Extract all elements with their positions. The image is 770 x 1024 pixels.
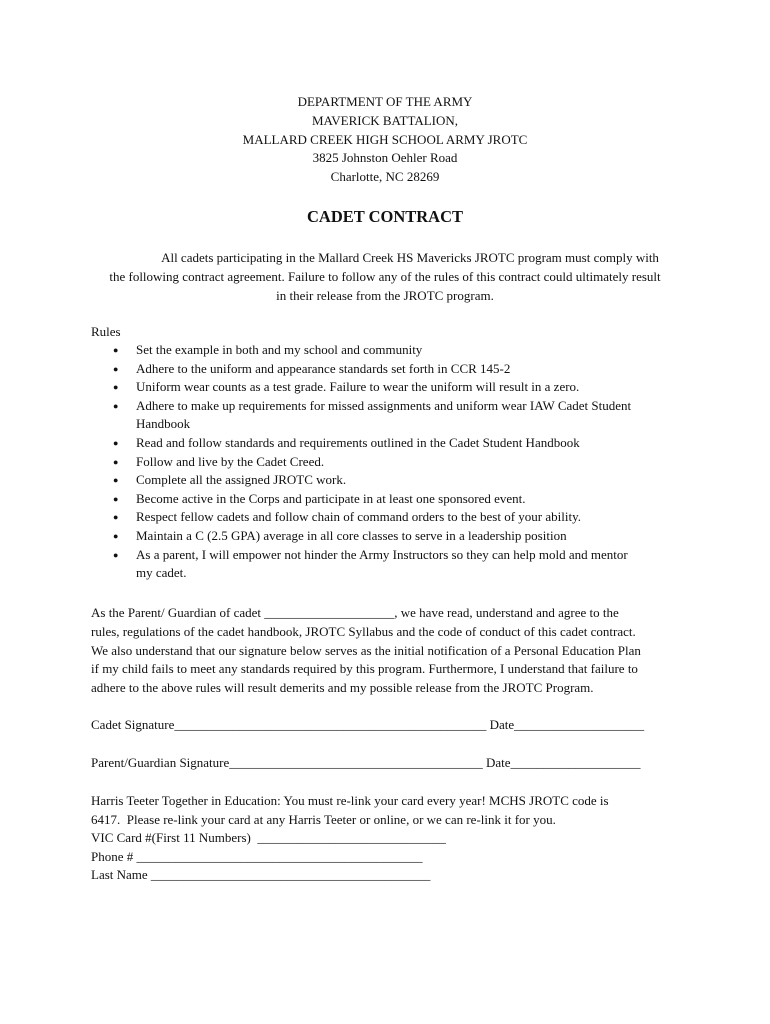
bullet-icon: ● <box>113 493 119 504</box>
letterhead-street: 3825 Johnston Oehler Road <box>312 150 458 166</box>
phone-field: Phone # ____________________________________________ <box>91 848 423 864</box>
rule-item <box>91 508 681 527</box>
rules-list <box>91 341 681 583</box>
rule-item <box>91 360 681 379</box>
rule-item <box>91 527 681 546</box>
rule-item <box>91 434 681 453</box>
rules-heading: Rules <box>91 324 121 339</box>
rule-text: Set the example in both and my school and community <box>136 342 423 357</box>
rule-item <box>91 490 681 509</box>
rule-item <box>91 471 681 490</box>
agreement-line: As the Parent/ Guardian of cadet ____________________, we have read, understand and agree to the <box>91 605 619 620</box>
letterhead-department: DEPARTMENT OF THE ARMY <box>297 94 473 109</box>
last-name-field: Last Name ___________________________________________ <box>91 867 431 883</box>
teeter-line: Harris Teeter Together in Education: You must re-link your card every year! MCHS JROTC code is <box>91 793 609 808</box>
rule-text: Uniform wear counts as a test grade. Failure to wear the uniform will result in a zero. <box>136 379 580 395</box>
bullet-icon: ● <box>113 345 119 355</box>
intro-line: the following contract agreement. Failure to follow any of the rules of this contract could ultimately result <box>109 269 661 284</box>
agreement-line: if my child fails to meet any standards required by this program. Furthermore, I understand that failure to <box>91 661 638 677</box>
rule-item <box>91 378 681 397</box>
rule-item <box>91 453 681 472</box>
bullet-icon: ● <box>113 437 119 448</box>
rule-text: Become active in the Corps and participate in at least one sponsored event. <box>136 490 526 506</box>
rule-item <box>91 546 681 583</box>
vic-card-field: VIC Card #(First 11 Numbers) _____________________________ <box>91 830 446 846</box>
letterhead <box>0 93 770 187</box>
rule-text: Handbook <box>136 416 191 432</box>
rule-item <box>91 397 681 434</box>
rule-text: Adhere to make up requirements for missed assignments and uniform wear IAW Cadet Student <box>136 397 632 413</box>
agreement-line: We also understand that our signature below serves as the initial notification of a Personal Education Plan <box>91 642 641 658</box>
rule-text: Follow and live by the Cadet Creed. <box>136 453 325 469</box>
bullet-icon: ● <box>113 475 119 486</box>
bullet-icon: ● <box>113 530 119 541</box>
agreement-paragraph <box>91 604 691 698</box>
letterhead-school: MALLARD CREEK HIGH SCHOOL ARMY JROTC <box>242 131 528 147</box>
parent-signature-line: Parent/Guardian Signature_______________________________________ Date____________________ <box>91 755 641 770</box>
agreement-line: rules, regulations of the cadet handbook, JROTC Syllabus and the code of conduct of this cadet contract. <box>91 623 636 639</box>
teeter-line: 6417. Please re-link your card at any Harris Teeter or online, or we can re-link it for you. <box>91 811 556 827</box>
harris-teeter-section <box>91 792 691 885</box>
bullet-icon: ● <box>113 549 119 560</box>
intro-paragraph <box>90 248 680 305</box>
bullet-icon: ● <box>113 363 119 374</box>
agreement-line: adhere to the above rules will result demerits and my possible release from the JROTC Program. <box>91 680 594 696</box>
rule-text: As a parent, I will empower not hinder the Army Instructors so they can help mold and mentor <box>136 546 628 562</box>
intro-line-text: All cadets participating in the Mallard Creek HS Mavericks JROTC program must comply with <box>161 250 659 265</box>
rule-text: my cadet. <box>136 565 187 581</box>
bullet-icon: ● <box>113 400 119 411</box>
intro-line <box>90 248 680 267</box>
letterhead-city: Charlotte, NC 28269 <box>330 169 440 185</box>
intro-line: in their release from the JROTC program. <box>276 288 494 303</box>
rule-text: Maintain a C (2.5 GPA) average in all core classes to serve in a leadership position <box>136 527 567 543</box>
rule-text: Respect fellow cadets and follow chain of command orders to the best of your ability. <box>136 509 582 525</box>
rule-text: Read and follow standards and requirements outlined in the Cadet Student Handbook <box>136 434 580 450</box>
bullet-icon: ● <box>113 382 119 393</box>
cadet-signature-line: Cadet Signature________________________________________________ Date____________________ <box>91 717 645 732</box>
rules-section <box>91 322 681 583</box>
rule-item <box>91 341 681 360</box>
rule-text: Complete all the assigned JROTC work. <box>136 472 347 488</box>
letterhead-battalion: MAVERICK BATTALION, <box>311 112 459 128</box>
bullet-icon: ● <box>113 456 119 467</box>
rule-text: Adhere to the uniform and appearance standards set forth in CCR 145-2 <box>136 360 511 376</box>
page-title: CADET CONTRACT <box>306 207 463 226</box>
bullet-icon: ● <box>113 512 119 523</box>
